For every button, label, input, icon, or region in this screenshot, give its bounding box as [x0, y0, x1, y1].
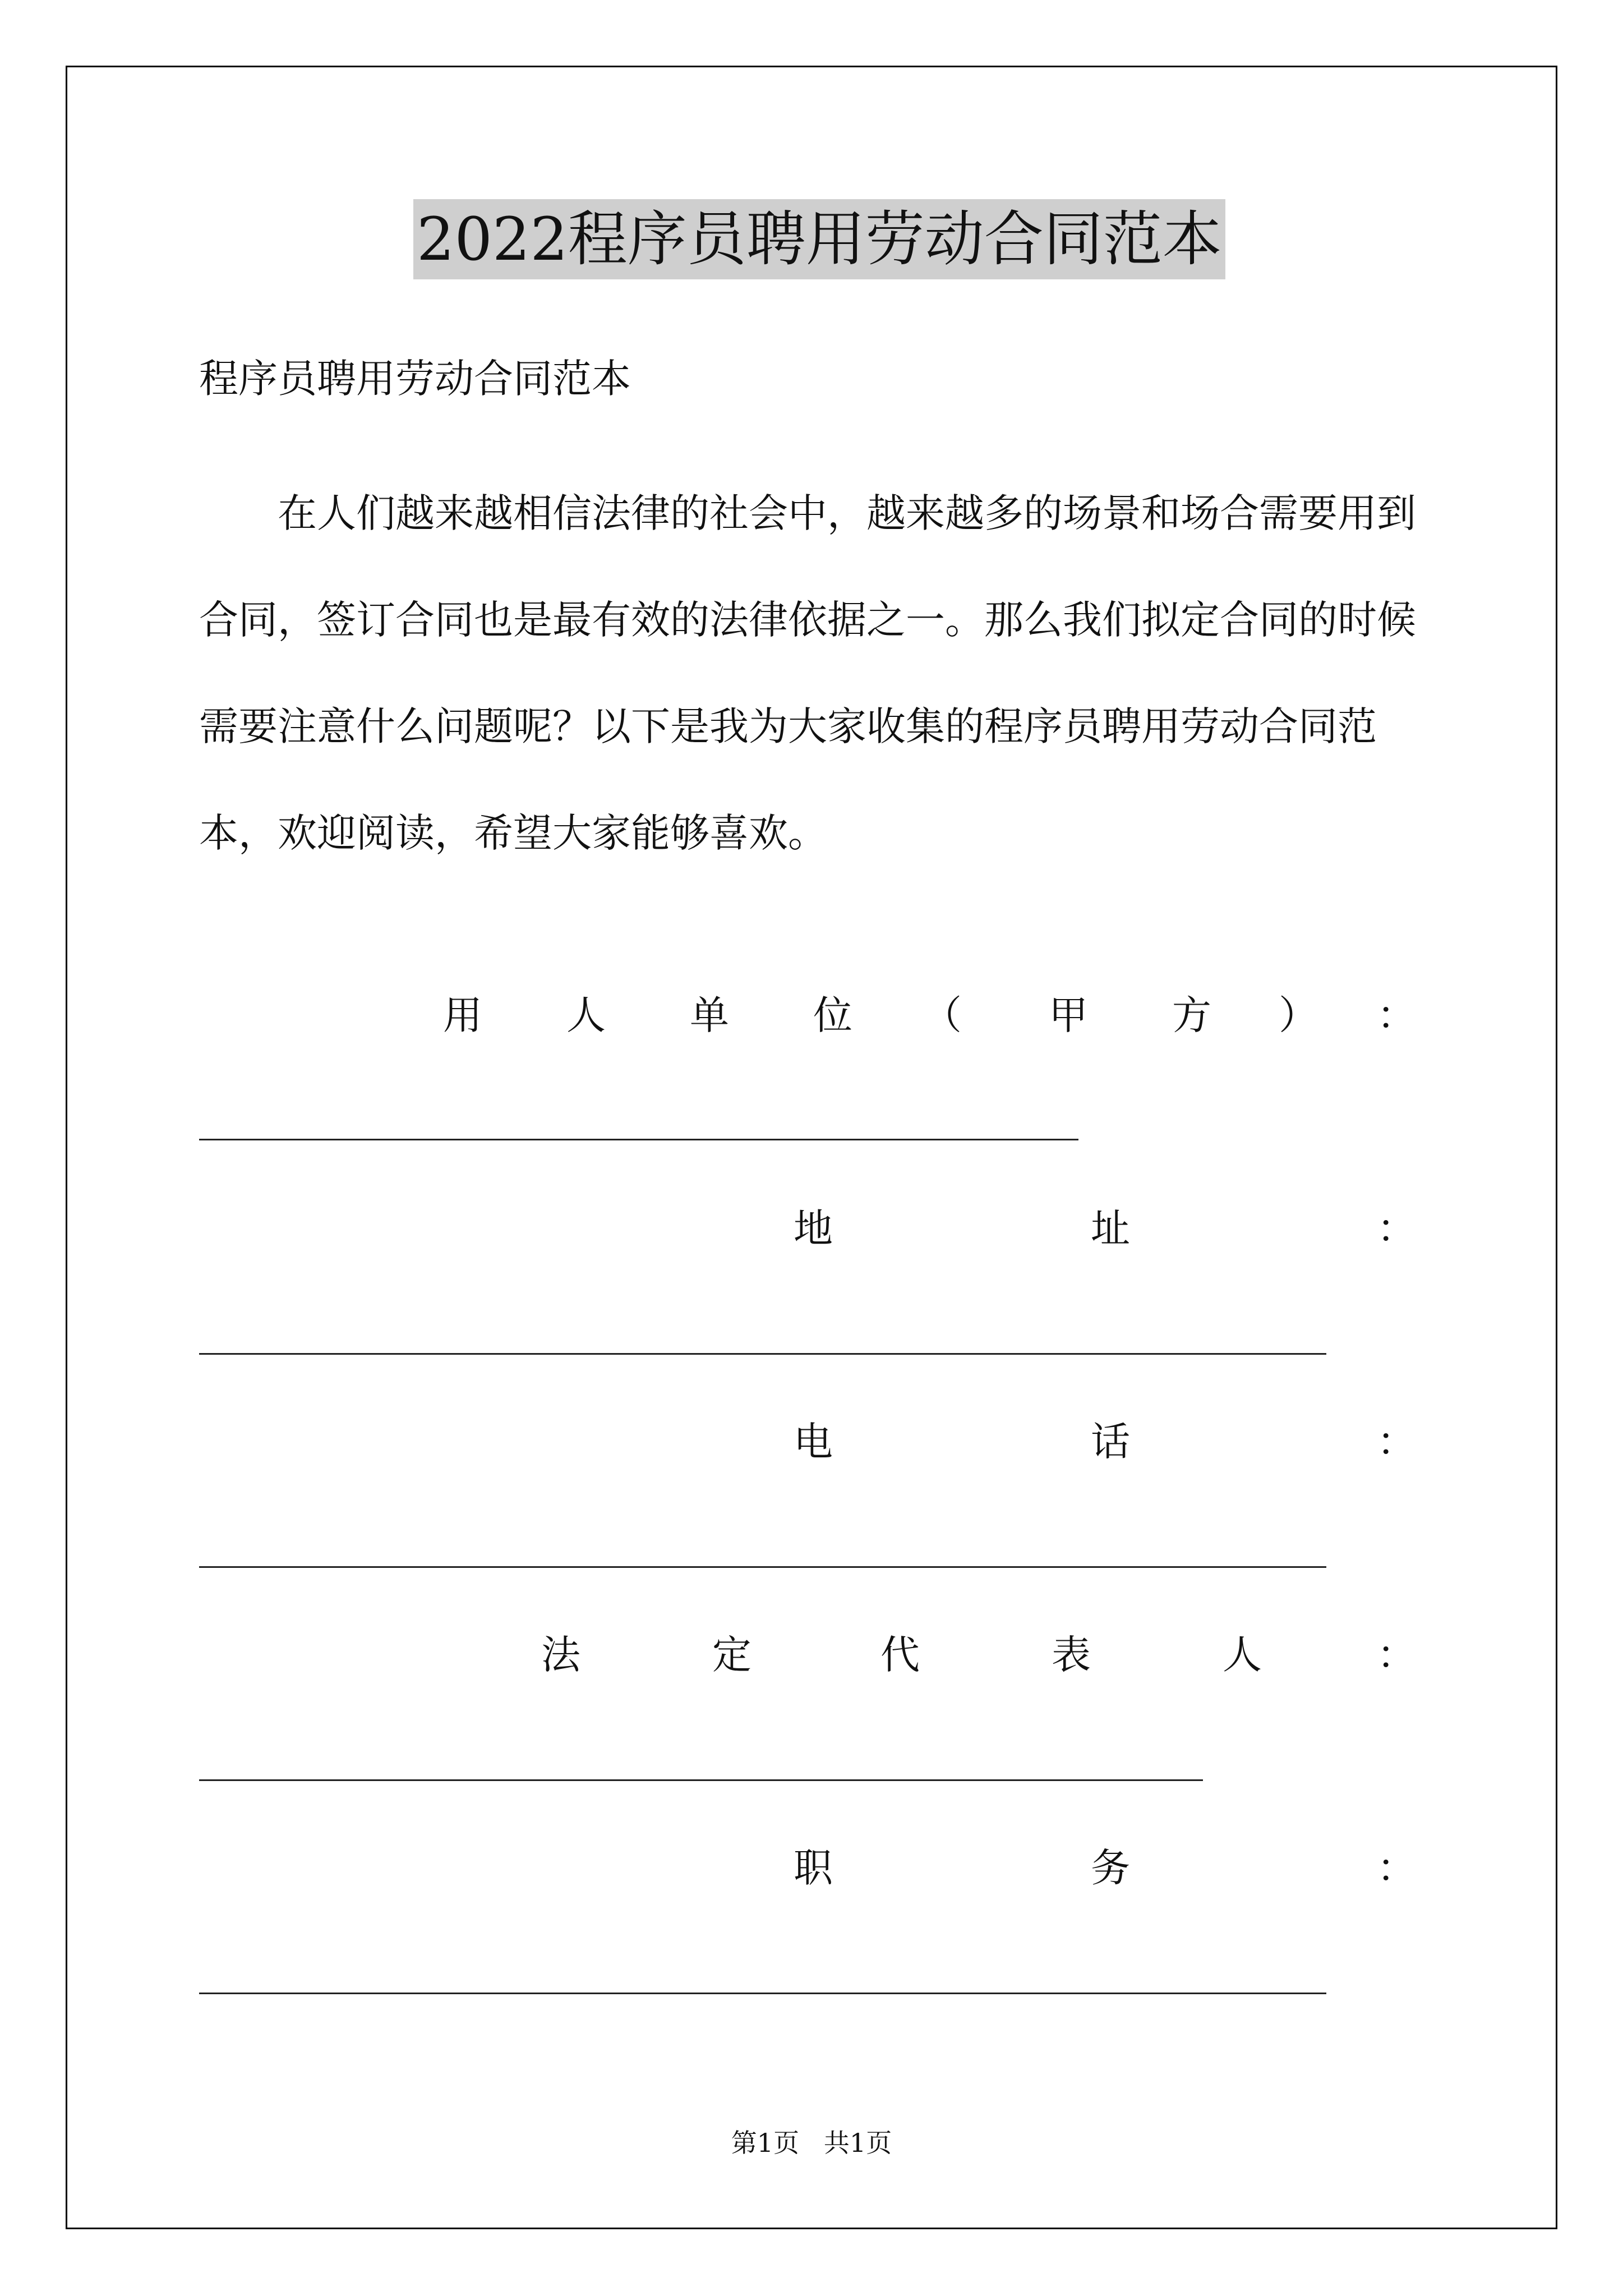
field-char: ：: [1377, 992, 1416, 1038]
document-title: 2022程序员聘用劳动合同范本: [413, 199, 1225, 279]
field-char: ：: [1377, 1845, 1416, 1891]
field-char: 方: [1172, 992, 1211, 1038]
field-char: ：: [1377, 1419, 1416, 1465]
field-char: 地: [794, 1205, 833, 1251]
field-employer-label: [199, 987, 1433, 1043]
document-subtitle: 程序员聘用劳动合同范本: [199, 356, 631, 402]
field-char: 位: [813, 992, 852, 1038]
field-legal-rep-label: [199, 1627, 1433, 1683]
phone-blank-line: [199, 1566, 1326, 1568]
field-char: 表: [1052, 1632, 1091, 1678]
field-char: 用: [443, 992, 482, 1038]
field-char: 职: [794, 1845, 833, 1891]
field-position-label: [199, 1840, 1433, 1896]
field-char: 法: [541, 1632, 580, 1678]
field-char: 址: [1091, 1205, 1130, 1251]
field-char: 话: [1091, 1419, 1130, 1465]
field-char: ：: [1377, 1632, 1416, 1678]
field-char: 甲: [1049, 992, 1088, 1038]
field-char: 代: [880, 1632, 920, 1678]
page-footer: 第1页 共1页: [731, 2128, 892, 2158]
field-char: 人: [566, 992, 606, 1038]
field-char: （: [923, 992, 962, 1038]
field-char: 人: [1223, 1632, 1262, 1678]
field-char: 务: [1091, 1845, 1130, 1891]
field-char: ）: [1279, 992, 1318, 1038]
field-char: 定: [712, 1632, 751, 1678]
employer-blank-line: [199, 1139, 1078, 1140]
intro-paragraph: 在人们越来越相信法律的社会中，越来越多的场景和场合需要用到合同，签订合同也是最有效的法律依据之一。那么我们拟定合同的时候需要注意什么问题呢？以下是我为大家收集的程序员聘用劳动合同范本，欢迎阅读，希望大家能够喜欢。: [199, 490, 1416, 856]
field-address-label: [199, 1200, 1433, 1257]
field-char: 单: [690, 992, 729, 1038]
field-phone-label: [199, 1414, 1433, 1470]
position-blank-line: [199, 1993, 1326, 1994]
field-char: ：: [1377, 1205, 1416, 1251]
field-char: 电: [794, 1419, 833, 1465]
address-blank-line: [199, 1353, 1326, 1355]
legal-rep-blank-line: [199, 1779, 1203, 1781]
